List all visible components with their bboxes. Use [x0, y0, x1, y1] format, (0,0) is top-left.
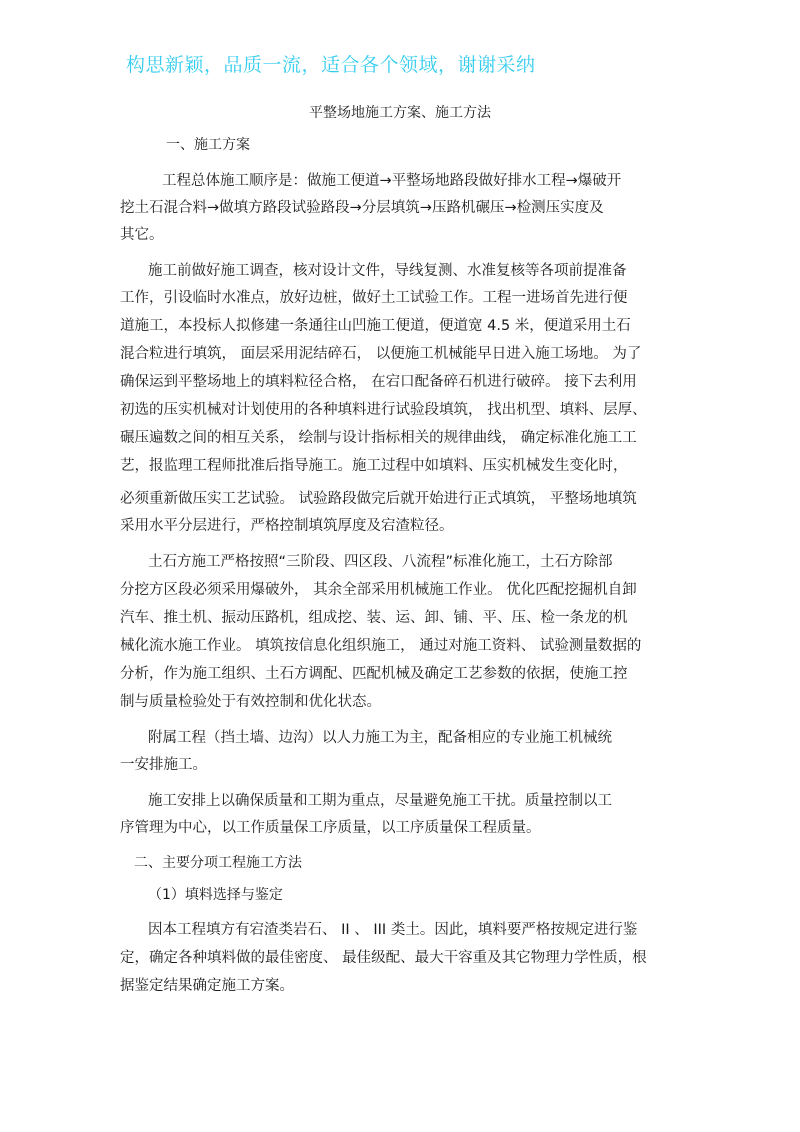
paragraph-line: 定，确定各种填料做的最佳密度、 最佳级配、最大干容重及其它物理力学性质，根: [120, 950, 647, 966]
paragraph-line: 据鉴定结果确定施工方案。: [120, 978, 294, 994]
paragraph-line: 采用水平分层进行，严格控制填筑厚度及宕渣粒径。: [120, 518, 454, 534]
paragraph-line: 械化流水施工作业。 填筑按信息化组织施工， 通过对施工资料、 试验测量数据的: [120, 638, 642, 654]
paragraph-line: 土石方施工严格按照“三阶段、四区段、八流程”标准化施工，土石方除部: [148, 554, 613, 570]
banner-slogan: 构思新颖，品质一流，适合各个领域，谢谢采纳: [126, 54, 536, 76]
paragraph-line: 其它。: [120, 227, 164, 243]
paragraph-line: 施工安排上以确保质量和工期为重点，尽量避免施工干扰。质量控制以工: [148, 793, 612, 809]
paragraph-line: 工作，引设临时水准点，放好边桩，做好土工试验工作。工程一进场首先进行便: [120, 290, 628, 306]
paragraph-line: 艺，报监理工程师批准后指导施工。施工过程中如填料、压实机械发生变化时，: [120, 458, 628, 474]
subsection-heading-1: （1）填料选择与鉴定: [148, 887, 283, 903]
paragraph-line: 必须重新做压实工艺试验。 试验路段做完后就开始进行正式填筑， 平整场地填筑: [120, 491, 637, 507]
paragraph-line: 工程总体施工顺序是：做施工便道→平整场地路段做好排水工程→爆破开: [162, 173, 622, 189]
document-title: 平整场地施工方案、施工方法: [309, 105, 491, 121]
paragraph-line: 汽车、推土机、振动压路机，组成挖、装、运、卸、铺、平、压、检一条龙的机: [120, 610, 628, 626]
paragraph-line: 序管理为中心，以工作质量保工序质量，以工序质量保工程质量。: [120, 820, 541, 836]
paragraph-line: 附属工程（挡土墙、边沟）以人力施工为主，配备相应的专业施工机械统: [148, 730, 612, 746]
paragraph-line: 确保运到平整场地上的填料粒径合格， 在宕口配备碎石机进行破碎。 接下去利用: [120, 374, 637, 390]
paragraph-line: 制与质量检验处于有效控制和优化状态。: [120, 694, 381, 710]
section-heading-2: 二、主要分项工程施工方法: [134, 855, 302, 871]
paragraph-line: 一安排施工。: [120, 757, 207, 773]
paragraph-line: 因本工程填方有宕渣类岩石、 II 、 III 类土。因此，填料要严格按规定进行鉴: [148, 922, 638, 938]
paragraph-line: 分析，作为施工组织、土石方调配、匹配机械及确定工艺参数的依据，使施工控: [120, 666, 628, 682]
paragraph-line: 挖土石混合料→做填方路段试验路段→分层填筑→压路机碾压→检测压实度及: [120, 200, 604, 216]
paragraph-line: 施工前做好施工调查，核对设计文件，导线复测、水准复核等各项前提准备: [148, 263, 627, 279]
paragraph-line: 碾压遍数之间的相互关系， 绘制与设计指标相关的规律曲线， 确定标准化施工工: [120, 430, 637, 446]
paragraph-line: 分挖方区段必须采用爆破外， 其余全部采用机械施工作业。 优化匹配挖掘机自卸: [120, 582, 637, 598]
paragraph-line: 混合粒进行填筑， 面层采用泥结碎石， 以便施工机械能早日进入施工场地。 为了: [120, 346, 642, 362]
paragraph-line: 道施工，本投标人拟修建一条通往山凹施工便道，便道宽 4.5 米，便道采用土石: [120, 318, 631, 334]
section-heading-1: 一、施工方案: [166, 137, 250, 153]
paragraph-line: 初选的压实机械对计划使用的各种填料进行试验段填筑， 找出机型、填料、层厚、: [120, 402, 647, 418]
